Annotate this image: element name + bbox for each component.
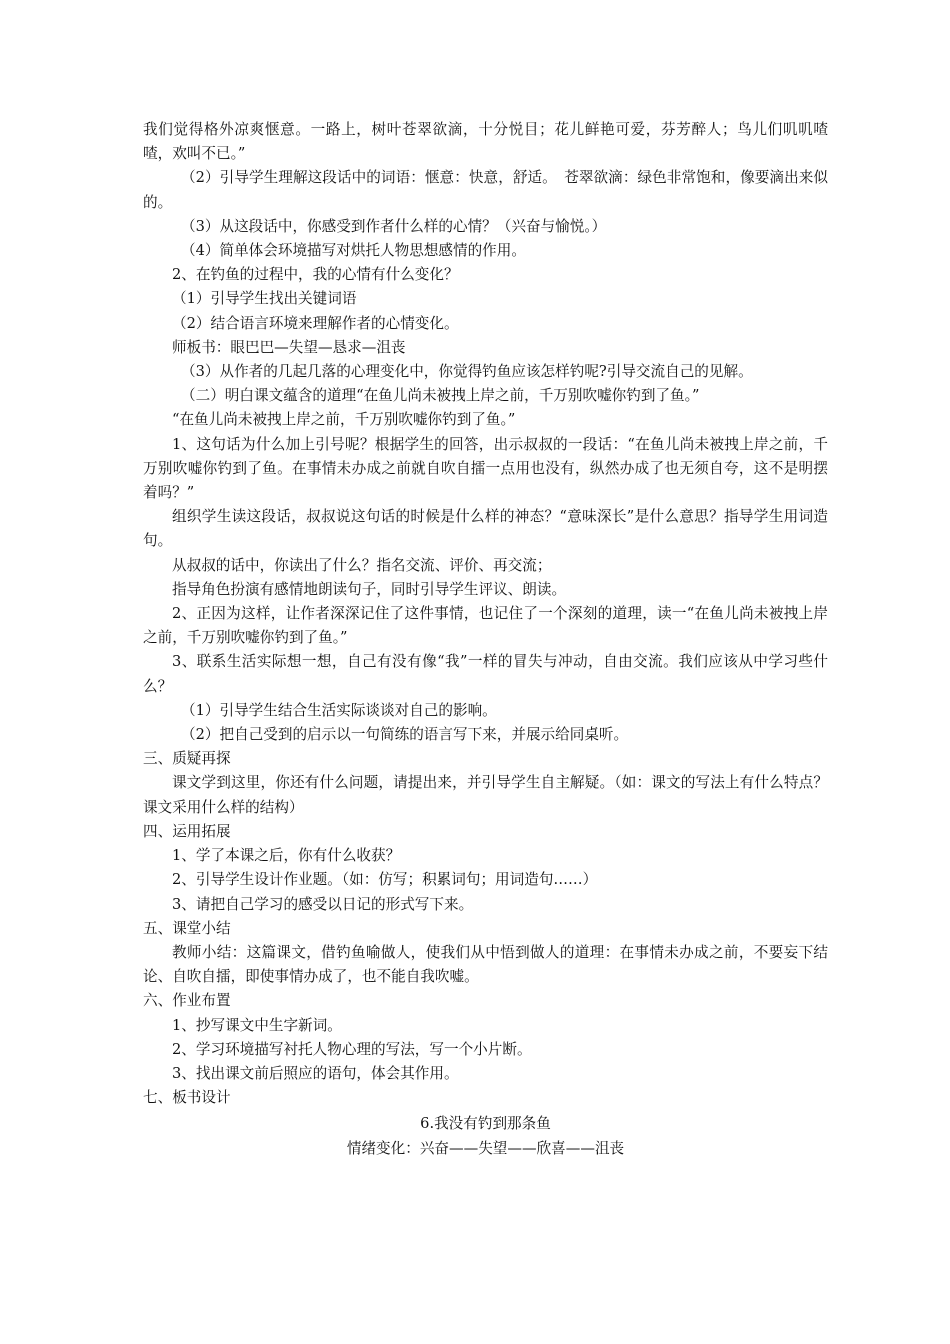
paragraph: 组织学生读这段话，叔叔说这句话的时候是什么样的神态？“意味深长”是什么意思？指导学生用词造句。 — [143, 508, 828, 550]
board-title: 6.我没有钓到那条鱼 — [420, 1115, 551, 1133]
section-heading: 六、作业布置 — [143, 992, 231, 1010]
paragraph: 3、联系生活实际想一想，自己有没有像“我”一样的冒失与冲动，自由交流。我们应该从中学习些什么？ — [143, 653, 828, 695]
paragraph: （1）引导学生结合生活实际谈谈对自己的影响。 — [181, 701, 497, 719]
paragraph: 从叔叔的话中，你读出了什么？指名交流、评价、再交流； — [172, 556, 552, 574]
paragraph: （2）把自己受到的启示以一句简练的语言写下来，并展示给同桌听。 — [181, 726, 629, 744]
paragraph: （4）简单体会环境描写对烘托人物思想感情的作用。 — [181, 242, 526, 260]
paragraph: 师板书：眼巴巴—失望—恳求—沮丧 — [172, 338, 406, 356]
paragraph: 我们觉得格外凉爽惬意。一路上，树叶苍翠欲滴，十分悦目；花儿鲜艳可爱，芬芳醉人；鸟儿们叽叽喳喳，欢叫不已。” — [143, 121, 828, 163]
document-body — [143, 118, 828, 1110]
board-line: 情绪变化：兴奋——失望——欣喜——沮丧 — [346, 1139, 625, 1157]
paragraph: 1、抄写课文中生字新词。 — [172, 1016, 342, 1034]
paragraph: 教师小结：这篇课文，借钓鱼喻做人，使我们从中悟到做人的道理：在事情未办成之前，不要妄下结论、自吹自擂，即使事情办成了，也不能自我吹嘘。 — [143, 943, 828, 986]
paragraph: （1）引导学生找出关键词语 — [172, 290, 357, 308]
section-heading: 五、课堂小结 — [143, 919, 231, 937]
paragraph: （3）从作者的几起几落的心理变化中，你觉得钓鱼应该怎样钓呢?引导交流自己的见解。 — [181, 363, 753, 381]
paragraph: （2）引导学生理解这段话中的词语：惬意：快意，舒适。 苍翠欲滴：绿色非常饱和，像要滴出来似的。 — [143, 169, 828, 211]
paragraph: 1、这句话为什么加上引号呢？根据学生的回答，出示叔叔的一段话：“在鱼儿尚未被拽上岸之前，千万别吹嘘你钓到了鱼。在事情未办成之前就自吹自擂一点用也没有，纵然办成了也无须自夸，这不是明摆着吗？” — [143, 435, 828, 502]
paragraph: 2、引导学生设计作业题。（如：仿写；积累词句；用词造句……） — [172, 871, 598, 889]
paragraph: 3、找出课文前后照应的语句，体会其作用。 — [172, 1064, 459, 1082]
section-heading: 四、运用拓展 — [143, 822, 231, 840]
paragraph: （2）结合语言环境来理解作者的心情变化。 — [172, 314, 459, 332]
paragraph: 2、在钓鱼的过程中，我的心情有什么变化？ — [172, 266, 459, 284]
paragraph: 2、正因为这样，让作者深深记住了这件事情，也记住了一个深刻的道理，读一“在鱼儿尚未被拽上岸之前，千万别吹嘘你钓到了鱼。” — [143, 605, 828, 647]
document-page — [143, 118, 828, 1161]
section-heading: 三、质疑再探 — [143, 750, 231, 768]
paragraph: 指导角色扮演有感情地朗读句子，同时引导学生评议、朗读。 — [172, 580, 567, 598]
paragraph: 2、学习环境描写衬托人物心理的写法，写一个小片断。 — [172, 1040, 532, 1058]
paragraph: 1、学了本课之后，你有什么收获？ — [172, 847, 401, 865]
section-heading: 七、板书设计 — [143, 1089, 231, 1107]
paragraph: （二）明白课文蕴含的道理“在鱼儿尚未被拽上岸之前，千万别吹嘘你钓到了鱼。” — [181, 387, 700, 405]
paragraph: 课文学到这里，你还有什么问题，请提出来，并引导学生自主解疑。（如：课文的写法上有什么特点？课文采用什么样的结构） — [143, 774, 828, 816]
paragraph: 3、请把自己学习的感受以日记的形式写下来。 — [172, 895, 474, 913]
paragraph: “在鱼儿尚未被拽上岸之前，千万别吹嘘你钓到了鱼。” — [172, 411, 516, 429]
paragraph: （3）从这段话中，你感受到作者什么样的心情？（兴奋与愉悦。） — [181, 217, 607, 235]
